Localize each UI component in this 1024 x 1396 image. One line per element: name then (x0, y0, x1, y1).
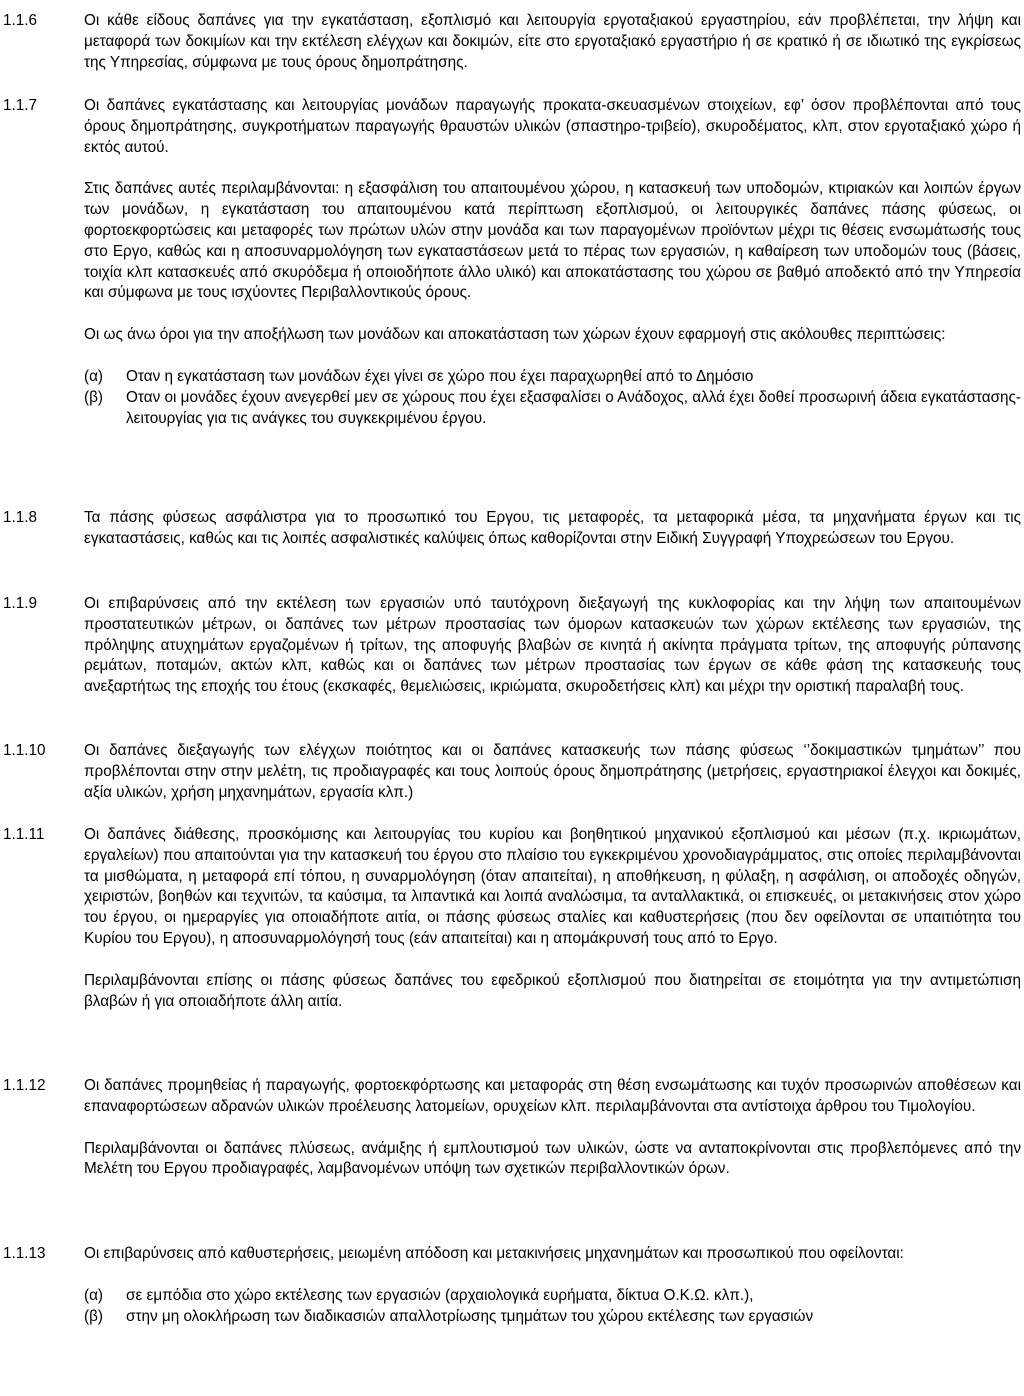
paragraph: Οι κάθε είδους δαπάνες για την εγκατάσταση, εξοπλισμό και λειτουργία εργοταξιακού εργαστηρίου, εάν προβλέπεται, την λήψη και μεταφορά των δοκιμίων και την εκτέλεση ελέγχων και δοκιμών, είτε στο εργοταξιακό εργαστήριο ή σε κρατικό ή σε ιδιωτικό της εγκρίσεως της Υπηρεσίας, σύμφωνα με τους όρους δημοπράτησης. (84, 12, 1021, 71)
item-label: (β) (84, 1307, 103, 1325)
clause-body (84, 741, 1021, 803)
item-label: (β) (84, 388, 103, 406)
clause-body (84, 508, 1021, 550)
paragraph: Οι δαπάνες διάθεσης, προσκόμισης και λειτουργίας του κυρίου και βοηθητικού μηχανικού εξοπλισμού και μέσων (π.χ. ικριωμάτων, εργαλείων) που απαιτούνται για την κατασκευή του έργου στο πλαίσιο του εγκεκριμένου χρονοδιαγράμματος, στις οποίες περιλαμβάνονται τα μισθώματα, η μεταφορά επί τόπου, η συναρμολόγηση (όταν απαιτείται), η αποθήκευση, η φύλαξη, η ασφάλιση, οι αποδοχές οδηγών, χειριστών, βοηθών και τεχνιτών, τα καύσιμα, τα λιπαντικά και λοιπά αναλώσιμα, τα ανταλλακτικά, οι επισκευές, οι μετακινήσεις στον χώρο του έργου, οι ημεραργίες για οποιαδήποτε αιτία, οι πάσης φύσεως σταλίες και καθυστερήσεις (που δεν οφείλονται σε υπαιτιότητα του Κυρίου του Εργου), η αποσυναρμολόγησή τους (εάν απαιτείται) και η απομάκρυνσή τους από το Εργο. (84, 826, 1021, 947)
paragraph: Οι δαπάνες εγκατάστασης και λειτουργίας μονάδων παραγωγής προκατα-σκευασμένων στοιχείων, εφ’ όσον προβλέπονται από τους όρους δημοπράτησης, συγκροτήματων παραγωγής θραυστών υλικών (σπαστηρο-τριβείο), σκυροδέματος, κλπ, στον εργοταξιακό χώρο ή εκτός αυτού. (84, 97, 1021, 156)
paragraph: Τα πάσης φύσεως ασφάλιστρα για το προσωπικό του Εργου, τις μεταφορές, τα μεταφορικά μέσα, τα μηχανήματα έργων και τις εγκαταστάσεις, καθώς και τις λοιπές ασφαλιστικές καλύψεις όπως καθορίζονται στην Ειδική Συγγραφή Υποχρεώσεων του Εργου. (84, 509, 1021, 547)
paragraph: Περιλαμβάνονται οι δαπάνες πλύσεως, ανάμιξης ή εμπλουτισμού των υλικών, ώστε να ανταποκρίνονται στις προβλεπόμενες από την Μελέτη του Εργου προδιαγραφές, λαμβανομένων υπόψη των σχετικών περιβαλλοντικών όρων. (84, 1139, 1021, 1178)
clause-body (84, 1244, 1021, 1327)
item-text: στην μη ολοκλήρωση των διαδικασιών απαλλοτρίωσης τμημάτων του χώρου εκτέλεσης των εργασιών (126, 1307, 814, 1325)
clause-body (84, 11, 1021, 73)
list-item (84, 1307, 1021, 1328)
list-item (84, 388, 1021, 430)
paragraph: Περιλαμβάνονται επίσης οι πάσης φύσεως δαπάνες του εφεδρικού εξοπλισμού που διατηρείται σε ετοιμότητα για την αντιμετώπιση βλαβών ή για οποιαδήποτε άλλη αιτία. (84, 971, 1021, 1010)
clause-body (84, 594, 1021, 698)
paragraph: Οι επιβαρύνσεις από καθυστερήσεις, μειωμένη απόδοση και μετακινήσεις μηχανημάτων και προσωπικού που οφείλονται: (84, 1245, 904, 1262)
item-label: (α) (84, 367, 104, 385)
clause-body (84, 1076, 1021, 1180)
list-item (84, 367, 1021, 388)
clause-body (84, 96, 1021, 429)
item-text: σε εμπόδια στο χώρο εκτέλεσης των εργασιών (αρχαιολογικά ευρήματα, δίκτυα Ο.Κ.Ω. κλπ.), (126, 1286, 754, 1304)
clause-number: 1.1.7 (3, 97, 38, 114)
list-item (84, 1286, 1021, 1307)
paragraph: Οι επιβαρύνσεις από την εκτέλεση των εργασιών υπό ταυτόχρονη διεξαγωγή της κυκλοφορίας και την λήψη των απαιτουμένων προστατευτικών μέτρων, οι δαπάνες των μέτρων προστασίας των όμορων κατασκευών των χώρων εκτέλεσης των εργασιών, της πρόληψης ατυχημάτων εργαζομένων ή τρίτων, της αποφυγής βλαβών σε κινητά ή ακίνητα πράγματα τρίτων, της αποφυγής ρύπανσης ρεμάτων, ποταμών, ακτών κλπ, καθώς και οι δαπάνες των μέτρων προστασίας των έργων σε κάθε φάση της κατασκευής τους ανεξαρτήτως της εποχής του έτους (εκσκαφές, θεμελιώσεις, ικριώματα, σκυροδετήσεις κλπ) και μέχρι την οριστική παραλαβή τους. (84, 595, 1021, 696)
clause-number: 1.1.6 (3, 12, 38, 29)
clause-body (84, 825, 1021, 1012)
item-label: (α) (84, 1286, 104, 1304)
clause-number: 1.1.10 (3, 742, 46, 759)
clause-number: 1.1.12 (3, 1077, 46, 1094)
paragraph: Στις δαπάνες αυτές περιλαμβάνονται: η εξασφάλιση του απαιτουμένου χώρου, η κατασκευή των υποδομών, κτιριακών και λοιπών έργων των μονάδων, η εγκατάσταση του απαιτουμένου κατά περίπτωση εξοπλισμού, οι λειτουργικές δαπάνες πάσης φύσεως, οι φορτοεκφορτώσεις και μεταφορές των πρώτων υλών στην μονάδα και των παραγομένων προϊόντων μέχρι τις θέσεις ενσωμάτωσής τους στο Εργο, καθώς και η αποσυναρμολόγηση των εγκαταστάσεων μετά το πέρας των εργασιών, η καθαίρεση των υποδομών τους (βάσεις, τοιχία κλπ κατασκευές από σκυρόδεμα ή οποιοδήποτε άλλο υλικό) και αποκατάστασης του χώρου σε βαθμό αποδεκτό από την Υπηρεσία και σύμφωνα με τους ισχύοντες Περιβαλλοντικούς όρους. (84, 180, 1021, 302)
item-text: Οταν οι μονάδες έχουν ανεγερθεί μεν σε χώρους που έχει εξασφαλίσει ο Ανάδοχος, αλλά έχει δοθεί προσωρινή άδεια εγκατάστασης-λειτουργίας για τις ανάγκες του συγκεκριμένου έργου. (126, 388, 1021, 427)
paragraph: Οι δαπάνες διεξαγωγής των ελέγχων ποιότητος και οι δαπάνες κατασκευής των πάσης φύσεως ‘’δοκιμαστικών τμημάτων’’ που προβλέπονται στην στην μελέτη, τις προδιαγραφές και τους λοιπούς όρους δημοπράτησης (μετρήσεις, εργαστηριακοί έλεγχοι και δοκιμές, αξία υλικών, χρήση μηχανημάτων, εργασία κλπ.) (84, 742, 1021, 801)
item-list (84, 367, 1021, 429)
item-list (84, 1286, 1021, 1328)
clause-number: 1.1.11 (3, 826, 45, 843)
clause-number: 1.1.9 (3, 595, 38, 612)
clause-number: 1.1.8 (3, 509, 38, 526)
paragraph: Οι δαπάνες προμηθείας ή παραγωγής, φορτοεκφόρτωσης και μεταφοράς στη θέση ενσωμάτωσης και τυχόν προσωρινών αποθέσεων και επαναφορτώσεων αδρανών υλικών προέλευσης λατομείων, ορυχείων κλπ. περιλαμβάνονται στα αντίστοιχα άρθρου του Τιμολογίου. (84, 1077, 1021, 1115)
paragraph: Οι ως άνω όροι για την αποξήλωση των μονάδων και αποκατάσταση των χώρων έχουν εφαρμογή στις ακόλουθες περιπτώσεις: (84, 326, 946, 344)
clause-number: 1.1.13 (3, 1245, 46, 1262)
item-text: Οταν η εγκατάσταση των μονάδων έχει γίνει σε χώρο που έχει παραχωρηθεί από το Δημόσιο (126, 367, 754, 385)
